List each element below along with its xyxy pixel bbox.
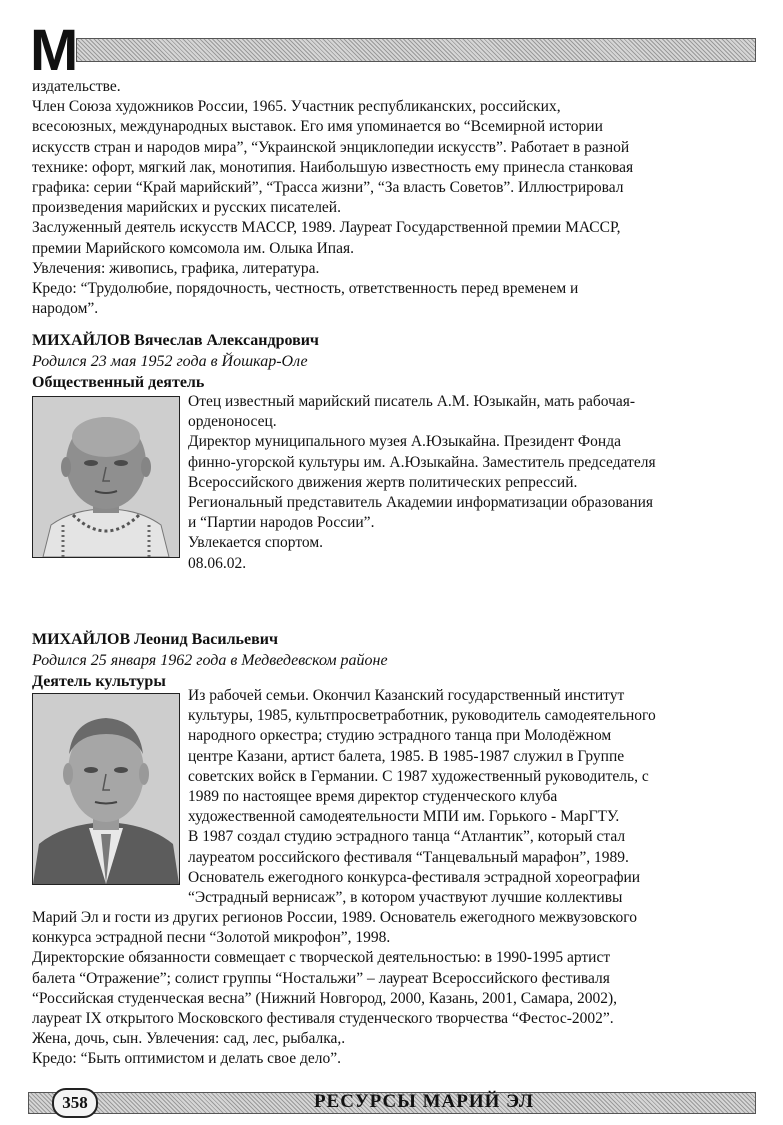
page-number: 358 [52,1088,98,1118]
text-line: В 1987 создал студию эстрадного танца “Атлантик”, который стал [188,828,626,846]
text-line: Директорские обязанности совмещает с творческой деятельностью: в 1990-1995 артист [32,949,611,967]
text-line: 1989 по настоящее время директор студенческого клуба [188,788,558,806]
text-line: конкурса эстрадной песни “Золотой микрофон”, 1998. [32,929,391,947]
text-line: народом”. [32,300,99,318]
text-line: центре Казани, артист балета, 1985. В 1985-1987 служил в Группе [188,747,625,765]
entry-name: МИХАЙЛОВ Вячеслав Александрович [32,332,319,349]
portrait-image [33,694,179,884]
header-band [76,38,756,62]
portrait-photo [32,396,180,558]
entry-birth: Родился 25 января 1962 года в Медведевском районе [32,652,388,669]
text-line: балета “Отражение”; солист группы “Ностальжи” – лауреат Всероссийского фестиваля [32,969,610,987]
text-line: Увлечения: живопись, графика, литература. [32,259,320,277]
text-line: Кредо: “Трудолюбие, порядочность, честность, ответственность перед временем и [32,280,579,298]
text-line: графика: серии “Край марийский”, “Трасса жизни”, “За власть Советов”. Иллюстрировал [32,179,624,197]
text-line: Жена, дочь, сын. Увлечения: сад, лес, рыбалка,. [32,1030,346,1048]
entry-role: Деятель культуры [32,673,166,690]
intro-paragraph [32,77,748,319]
text-line: художественной самодеятельности МПИ им. Горького - МарГТУ. [188,808,620,826]
text-line: Кредо: “Быть оптимистом и делать свое дело”. [32,1050,341,1068]
text-line: лауреатом российского фестиваля “Танцевальный марафон”, 1989. [188,848,629,866]
text-line: искусств стран и народов мира”, “Украинской энциклопедии искусств”. Работает в разной [32,138,630,156]
text-line: финно-угорской культуры им. А.Юзыкайна. Заместитель председателя [188,453,656,471]
text-line: культуры, 1985, культпросветработник, руководитель самодеятельного [188,707,656,725]
entry-name: МИХАЙЛОВ Леонид Васильевич [32,631,278,648]
text-line: Региональный представитель Академии информатизации образования [188,494,654,512]
text-line: лауреат IX открытого Московского фестиваля студенческого творчества “Фестос-2002”. [32,1010,614,1028]
text-line: “Эстрадный вернисаж”, в котором участвуют лучшие коллективы [188,889,623,907]
text-line: технике: офорт, мягкий лак, монотипия. Наибольшую известность ему принесла станковая [32,158,634,176]
section-letter: М [30,18,77,83]
entry-birth: Родился 23 мая 1952 года в Йошкар-Оле [32,353,308,370]
text-line: Директор муниципального музея А.Юзыкайна. Президент Фонда [188,433,621,451]
text-line: Заслуженный деятель искусств МАССР, 1989. Лауреат Государственной премии МАССР, [32,219,621,237]
text-line: “Российская студенческая весна” (Нижний Новгород, 2000, Казань, 2001, Самара, 2002), [32,989,618,1007]
text-line: Всероссийского движения жертв политических репрессий. [188,473,578,491]
text-line: издательстве. [32,78,121,95]
text-line: Член Союза художников России, 1965. Участник республиканских, российских, [32,98,561,116]
text-line: всесоюзных, международных выставок. Его имя упоминается во “Всемирной истории [32,118,603,136]
entry-biography [188,686,656,908]
portrait-image [33,397,179,557]
footer-title: РЕСУРСЫ МАРИЙ ЭЛ [313,1091,535,1112]
text-line: народного оркестра; студию эстрадного танца при Молодёжном [188,727,612,745]
text-line: советских войск в Германии. С 1987 художественный руководитель, с [188,767,649,785]
text-line: Отец известный марийский писатель А.М. Юзыкайн, мать рабочая- [188,393,636,410]
entry-biography [188,392,656,574]
text-line: Из рабочей семьи. Окончил Казанский государственный институт [188,687,625,704]
text-line: Увлекается спортом. [188,534,324,552]
text-line: и “Партии народов России”. [188,514,375,532]
text-line: Основатель ежегодного конкурса-фестиваля эстрадной хореографии [188,868,641,886]
text-line: орденоносец. [188,413,277,431]
entry-role: Общественный деятель [32,374,205,391]
text-line: произведения марийских и русских писателей. [32,199,341,217]
text-line: 08.06.02. [188,554,247,572]
portrait-photo [32,693,180,885]
text-line: Марий Эл и гости из других регионов России, 1989. Основатель ежегодного межвузовского [32,909,638,926]
text-line: премии Марийского комсомола им. Олыка Ипая. [32,239,354,257]
entry-biography-continued [32,908,748,1070]
